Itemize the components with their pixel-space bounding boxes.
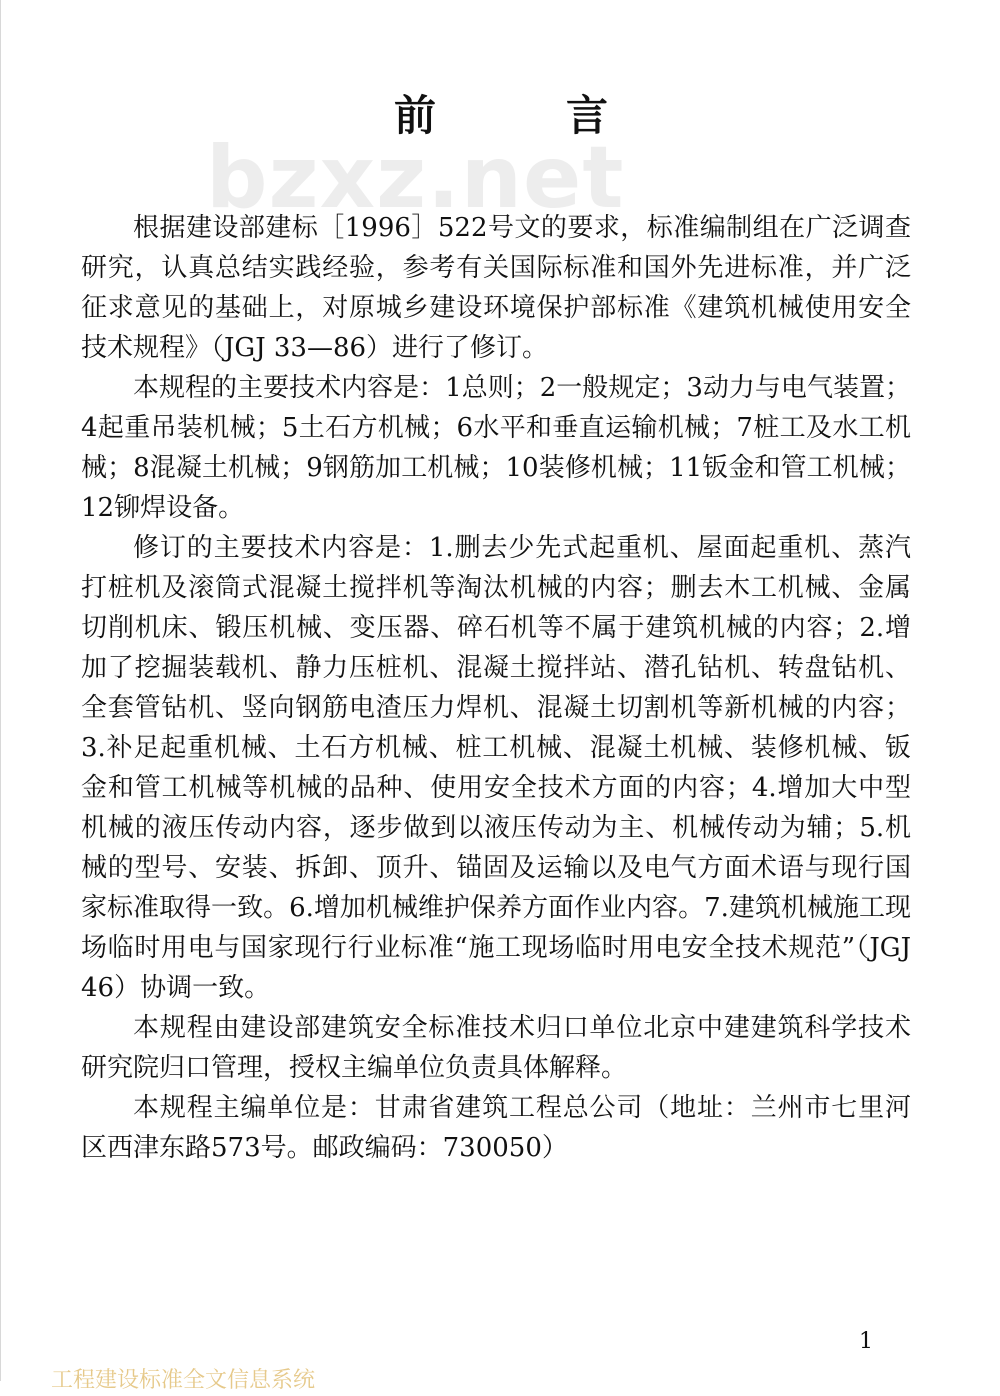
paragraph-management: 本规程由建设部建筑安全标准技术归口单位北京中建建筑科学技术研究院归口管理，授权主编单位负责具体解释。 [81, 1013, 911, 1083]
footer-source-text: 工程建设标准全文信息系统 [51, 1368, 316, 1393]
paragraph-basis: 根据建设部建标［1996］522号文的要求，标准编制组在广泛调查研究，认真总结实践经验，参考有关国际标准和国外先进标准，并广泛征求意见的基础上，对原城乡建设环境保护部标准《建筑机械使用安全技术规程》（JGJ 33—86）进行了修订。 [81, 213, 911, 363]
paragraph-revisions: 修订的主要技术内容是：1.删去少先式起重机、屋面起重机、蒸汽打桩机及滚筒式混凝土搅拌机等淘汰机械的内容；删去木工机械、金属切削机床、锻压机械、变压器、碎石机等不属于建筑机械的内容；2.增加了挖掘装载机、静力压桩机、混凝土搅拌站、潜孔钻机、转盘钻机、全套管钻机、竖向钢筋电渣压力焊机、混凝土切割机等新机械的内容；3.补足起重机械、土石方机械、桩工机械、混凝土机械、装修机械、钣金和管工机械等机械的品种、使用安全技术方面的内容；4.增加大中型机械的液压传动内容，逐步做到以液压传动为主、机械传动为辅；5.机械的型号、安装、拆卸、顶升、锚固及运输以及电气方面术语与现行国家标准取得一致。6.增加机械维护保养方面作业内容。7.建筑机械施工现场临时用电与国家现行行业标准“施工现场临时用电安全技术规范”（JGJ 46）协调一致。 [81, 533, 911, 1003]
page-title: 前言 [393, 91, 738, 140]
page-number: 1 [859, 1329, 873, 1354]
watermark: bzxz.net [206, 128, 625, 228]
paragraph-main-content: 本规程的主要技术内容是：1总则；2一般规定；3动力与电气装置；4起重吊装机械；5土石方机械；6水平和垂直运输机械；7桩工及水工机械；8混凝土机械；9钢筋加工机械；10装修机械；11钣金和管工机械；12铆焊设备。 [81, 373, 911, 523]
paragraph-editor-unit: 本规程主编单位是：甘肃省建筑工程总公司（地址：兰州市七里河区西津东路573号。邮政编码：730050） [81, 1093, 911, 1163]
body-text [81, 208, 911, 1168]
